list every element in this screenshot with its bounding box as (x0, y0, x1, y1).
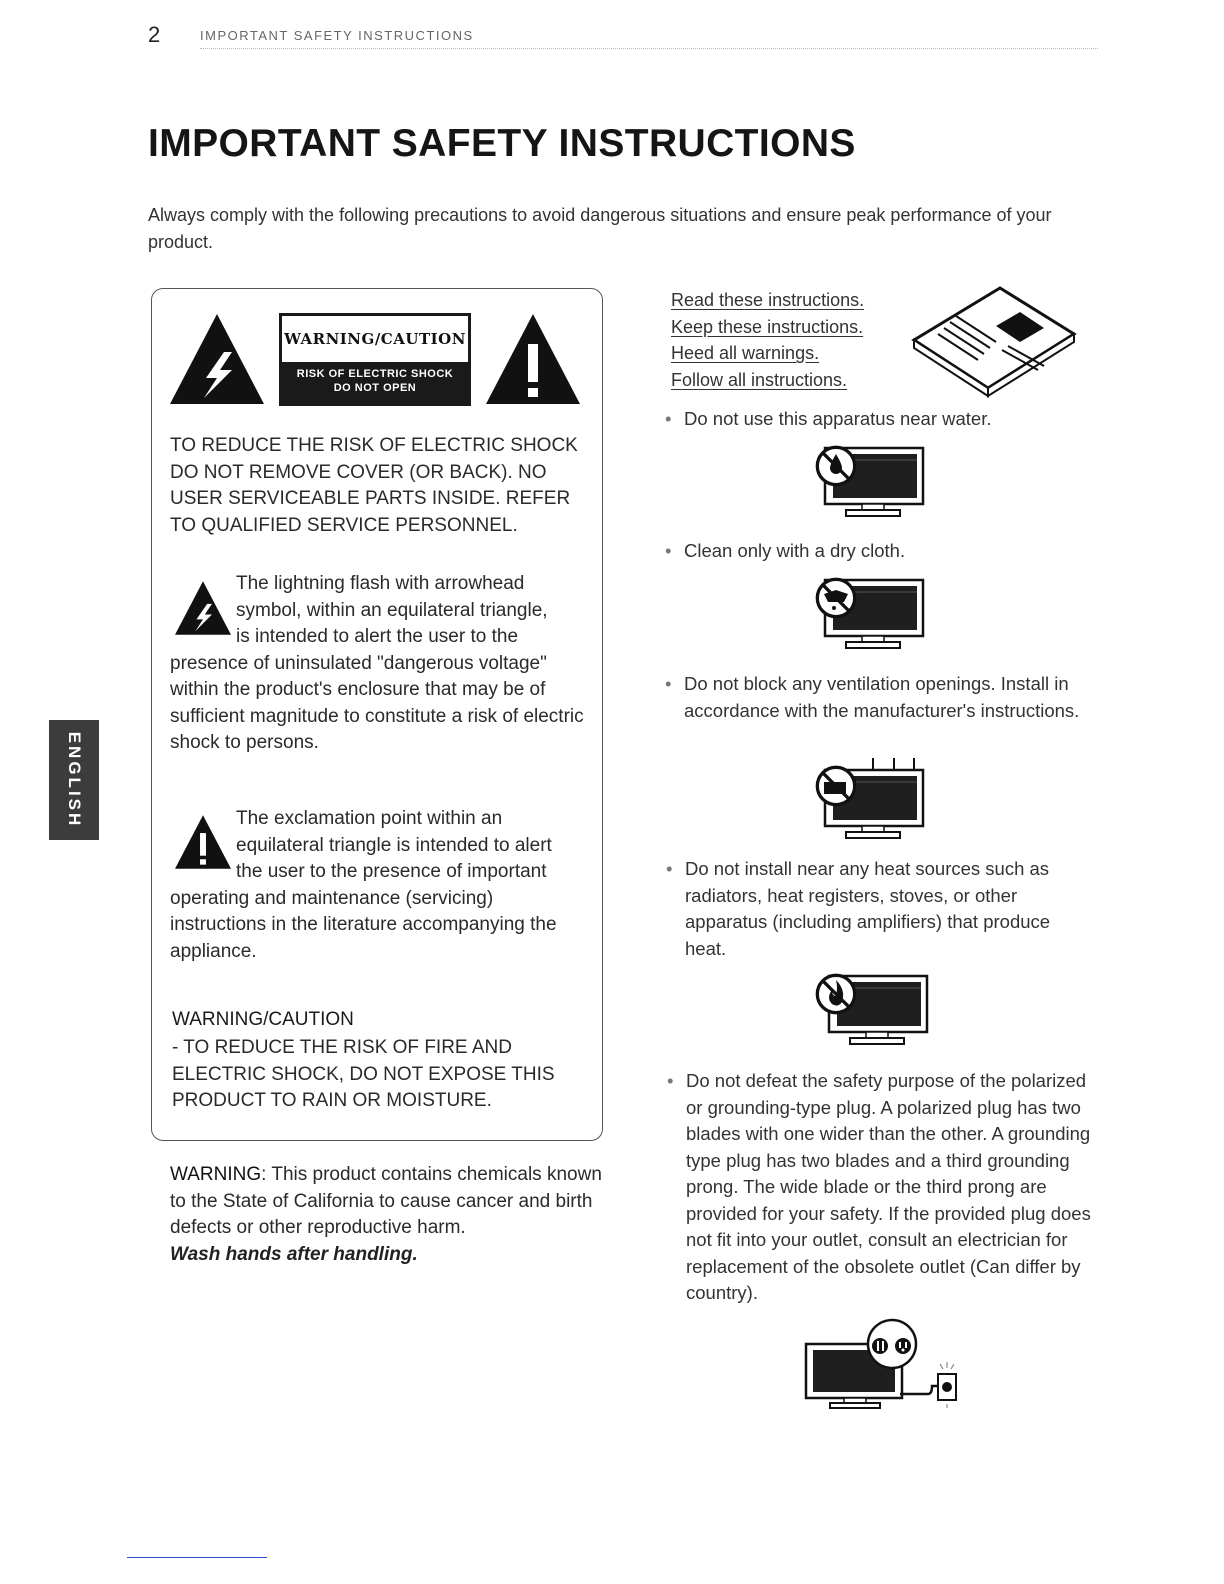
warning-label-line-2: DO NOT OPEN (333, 382, 417, 394)
excl-line-3: the user to the presence of important (236, 861, 547, 882)
bullet-no-water: • Do not use this apparatus near water. (684, 406, 1084, 433)
lightning-rest: presence of uninsulated "dangerous voltage" within the product's enclosure that may be of sufficient magnitude to constitute a risk of electric shock to persons. (170, 652, 584, 753)
prop65-warning (170, 1162, 610, 1268)
tv-heat-source-icon (810, 968, 934, 1054)
exclamation-warning-icon (484, 312, 582, 406)
tv-no-water-icon (810, 440, 930, 526)
intro-text: Always comply with the following precautions to avoid dangerous situations and ensure peak performance of your product. (148, 205, 1052, 252)
tv-ventilation-icon (810, 756, 930, 842)
lightning-line-1: The lightning flash with arrowhead (236, 573, 525, 594)
electric-shock-warning: TO REDUCE THE RISK OF ELECTRIC SHOCK DO NOT REMOVE COVER (OR BACK). NO USER SERVICEABLE PARTS INSIDE. REFER TO QUALIFIED SERVICE PERSONNEL. (170, 435, 578, 536)
header-rule (200, 48, 1098, 49)
bullet-ventilation: • Do not block any ventilation openings. Install in accordance with the manufacturer's instructions. (684, 671, 1089, 724)
tv-dry-cloth-icon (810, 572, 930, 658)
fire-warning-text: - TO REDUCE THE RISK OF FIRE AND ELECTRIC SHOCK, DO NOT EXPOSE THIS PRODUCT TO RAIN OR MOISTURE. (172, 1037, 555, 1111)
excl-line-2: equilateral triangle is intended to alert (236, 834, 552, 856)
lightning-warning-icon (168, 312, 266, 406)
read-instructions-list (671, 287, 864, 393)
warning-label-line-1: RISK OF ELECTRIC SHOCK (296, 368, 454, 380)
footer-rule (127, 1557, 267, 1558)
prop65-label: WARNING (170, 1164, 262, 1185)
language-tab (49, 720, 99, 840)
warning-label-bottom (279, 367, 471, 395)
lightning-explanation (170, 571, 590, 757)
bullet-polarized-plug: • Do not defeat the safety purpose of the polarized or grounding-type plug. A polarized plug has two blades with one wider than the other. A grounding type plug has two blades and a third grounding prong. The wide blade or the third prong are provided for your safety. If the provided plug does not fit into your outlet, consult an electrician for replacement of the obsolete outlet (Can differ by country). (686, 1068, 1091, 1307)
list-item: Read these instructions. (671, 290, 865, 310)
fire-warning-heading: WARNING/CAUTION (172, 1009, 354, 1030)
warning-label-top: WARNING/CAUTION (282, 316, 468, 362)
tv-plug-outlet-icon (800, 1318, 966, 1410)
excl-rest: operating and maintenance (servicing) instructions in the literature accompanying the appliance. (170, 887, 557, 962)
exclamation-explanation (170, 806, 590, 965)
bullet-dry-cloth: • Clean only with a dry cloth. (684, 538, 1084, 565)
list-item: Keep these instructions. (671, 316, 864, 337)
list-item: Follow all instructions. (671, 369, 848, 390)
excl-line-1: The exclamation point within an (236, 808, 503, 829)
lightning-line-3: is intended to alert the user to the (236, 626, 519, 647)
running-header (148, 22, 1098, 52)
running-title: IMPORTANT SAFETY INSTRUCTIONS (200, 28, 474, 43)
bullet-heat-sources: • Do not install near any heat sources such as radiators, heat registers, stoves, or other apparatus (including amplifiers) that produce heat. (685, 856, 1085, 962)
manual-book-icon (908, 284, 1080, 398)
page-title: IMPORTANT SAFETY INSTRUCTIONS (148, 122, 856, 165)
page-number: 2 (148, 22, 161, 47)
list-item: Heed all warnings. (671, 343, 820, 363)
warning-caution-label (279, 313, 471, 406)
lightning-line-2: symbol, within an equilateral triangle, (236, 599, 548, 621)
prop65-text: : This product contains chemicals known to the State of California to cause cancer and birth defects or other reproductive harm. (170, 1164, 602, 1238)
language-tab-label: ENGLISH (65, 731, 84, 829)
wash-hands-note: Wash hands after handling. (170, 1243, 418, 1265)
